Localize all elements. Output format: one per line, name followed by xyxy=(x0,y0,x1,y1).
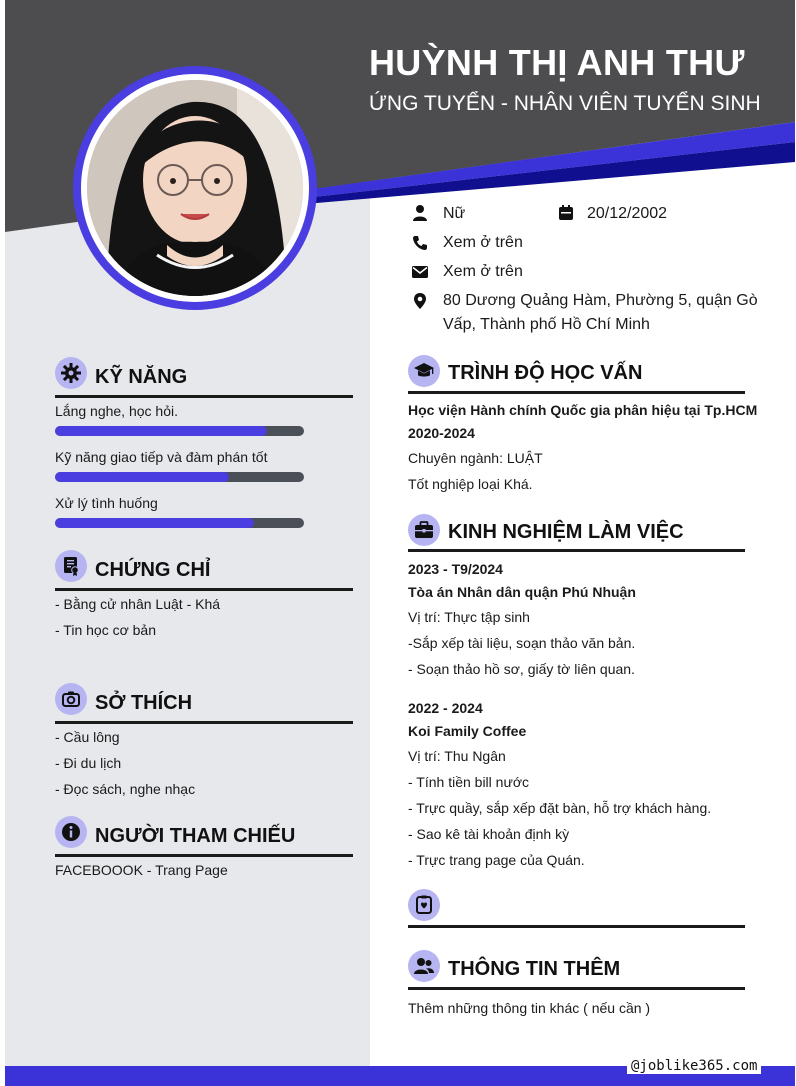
watermark: @joblike365.com xyxy=(627,1058,761,1074)
skill-bar xyxy=(55,426,304,436)
address-line-1: 80 Dương Quảng Hàm, Phường 5, quận Gò xyxy=(443,292,758,309)
hobby-item: - Đọc sách, nghe nhạc xyxy=(55,781,196,797)
education-school: Học viện Hành chính Quốc gia phân hiệu tại Tp.HCM xyxy=(408,402,758,418)
applied-position: ỨNG TUYỂN - NHÂN VIÊN TUYỂN SINH xyxy=(369,92,761,115)
certificates-title: CHỨNG CHỈ xyxy=(95,559,211,581)
info-icon xyxy=(55,816,87,848)
skill-label: Kỹ năng giao tiếp và đàm phán tốt xyxy=(55,449,268,465)
education-result: Tốt nghiệp loại Khá. xyxy=(408,476,533,492)
phone-value: Xem ở trên xyxy=(443,234,523,251)
certificates-divider xyxy=(55,588,353,591)
certificate-item: - Bằng cử nhân Luật - Khá xyxy=(55,596,221,612)
skill-bar-fill xyxy=(55,518,254,528)
job-detail: - Soạn thảo hồ sơ, giấy tờ liên quan. xyxy=(408,661,635,677)
job-detail: -Sắp xếp tài liệu, soạn thảo văn bản. xyxy=(408,635,636,651)
email-value: Xem ở trên xyxy=(443,263,523,280)
education-divider xyxy=(408,391,745,394)
skill-label: Xử lý tình huống xyxy=(55,495,158,511)
education-title: TRÌNH ĐỘ HỌC VẤN xyxy=(448,362,643,384)
birthdate-value: 20/12/2002 xyxy=(587,205,668,222)
hobbies-divider xyxy=(55,721,353,724)
hobby-item: - Cầu lông xyxy=(55,729,120,745)
job-detail: - Sao kê tài khoản định kỳ xyxy=(408,826,570,842)
skills-title: KỸ NĂNG xyxy=(95,366,188,388)
badge-icon xyxy=(408,889,440,921)
address-line-2: Vấp, Thành phố Hồ Chí Minh xyxy=(443,316,650,333)
additional-divider xyxy=(408,987,745,990)
camera-icon xyxy=(55,683,87,715)
skill-bar xyxy=(55,518,304,528)
job-period: 2022 - 2024 xyxy=(408,700,483,716)
experience-divider xyxy=(408,549,745,552)
avatar xyxy=(87,80,303,296)
certificate-item: - Tin học cơ bản xyxy=(55,622,157,638)
education-period: 2020-2024 xyxy=(408,425,475,441)
job-period: 2023 - T9/2024 xyxy=(408,561,503,577)
empty-section-divider xyxy=(408,925,745,928)
skill-bar xyxy=(55,472,304,482)
person-icon xyxy=(411,204,429,222)
calendar-icon xyxy=(557,204,575,222)
phone-icon xyxy=(411,234,429,252)
certificate-icon xyxy=(55,550,87,582)
job-detail: Vị trí: Thực tập sinh xyxy=(408,609,530,625)
gender-value: Nữ xyxy=(443,205,466,222)
skill-bar-fill xyxy=(55,426,267,436)
cv-page xyxy=(5,0,795,1086)
briefcase-icon xyxy=(408,514,440,546)
skill-bar-fill xyxy=(55,472,229,482)
reference-item: FACEBOOOK - Trang Page xyxy=(55,862,228,878)
job-detail: - Trực quầy, sắp xếp đặt bàn, hỗ trợ khách hàng. xyxy=(408,800,712,816)
users-icon xyxy=(408,950,440,982)
candidate-name: HUỲNH THỊ ANH THƯ xyxy=(369,42,745,83)
skill-label: Lắng nghe, học hỏi. xyxy=(55,403,178,419)
gear-icon xyxy=(55,357,87,389)
education-major: Chuyên ngành: LUẬT xyxy=(408,450,543,466)
hobbies-title: SỞ THÍCH xyxy=(95,692,193,714)
references-divider xyxy=(55,854,353,857)
hobby-item: - Đi du lịch xyxy=(55,755,122,771)
skills-divider xyxy=(55,395,353,398)
graduation-cap-icon xyxy=(408,355,440,387)
job-company: Tòa án Nhân dân quận Phú Nhuận xyxy=(408,584,636,600)
additional-text: Thêm những thông tin khác ( nếu cần ) xyxy=(408,1000,651,1016)
job-detail: - Tính tiền bill nước xyxy=(408,774,530,790)
job-detail: Vị trí: Thu Ngân xyxy=(408,748,506,764)
job-company: Koi Family Coffee xyxy=(408,723,527,739)
location-icon xyxy=(411,292,429,310)
experience-title: KINH NGHIỆM LÀM VIỆC xyxy=(448,521,684,543)
references-title: NGƯỜI THAM CHIẾU xyxy=(95,825,296,847)
job-detail: - Trực trang page của Quán. xyxy=(408,852,585,868)
email-icon xyxy=(411,263,429,281)
additional-title: THÔNG TIN THÊM xyxy=(448,958,621,980)
